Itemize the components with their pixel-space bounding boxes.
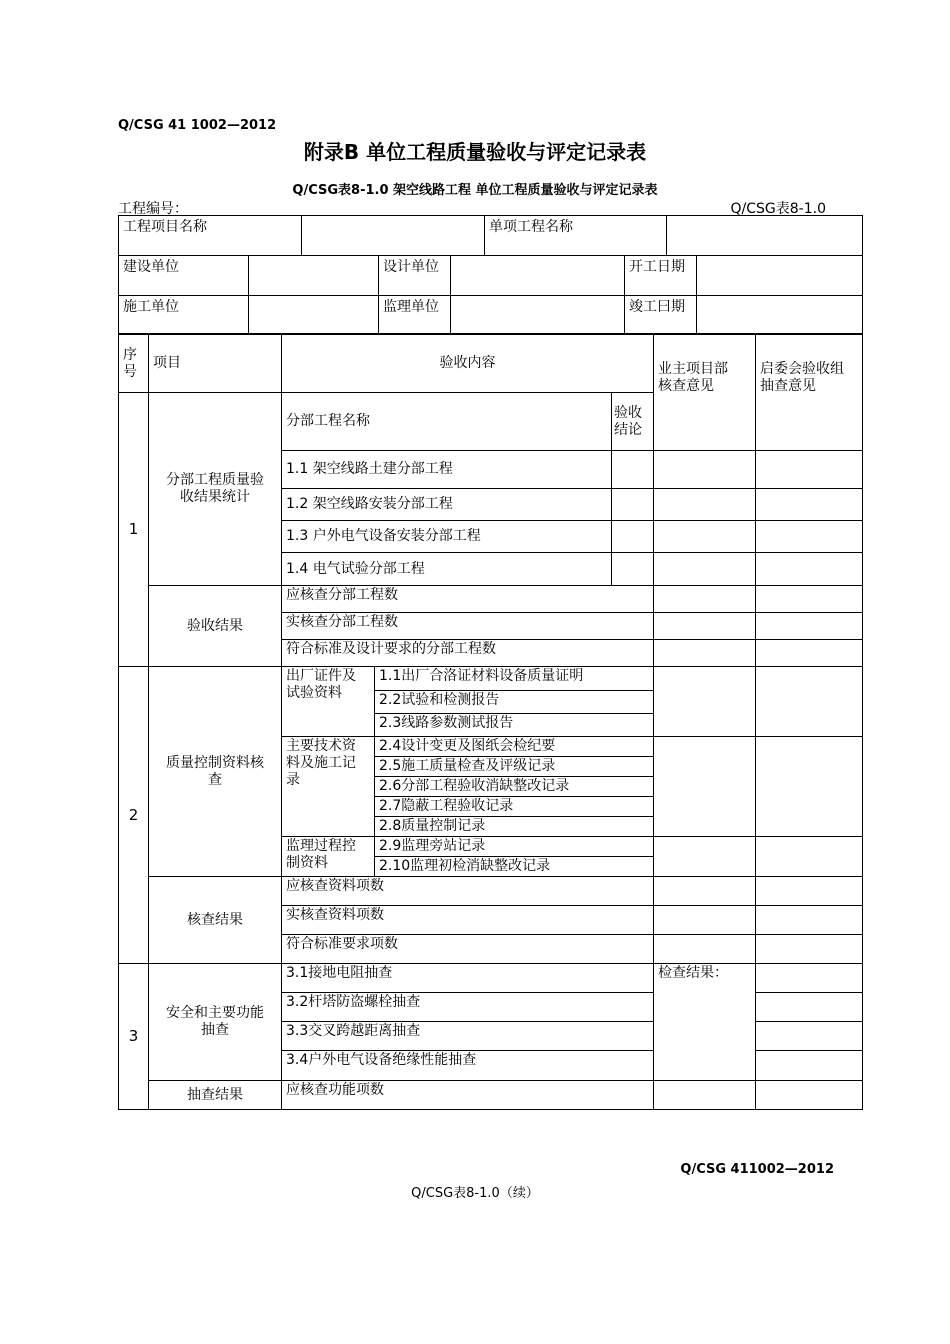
owner-cell[interactable] bbox=[654, 877, 756, 906]
doc-row: 1.1出厂合洛证材料设备质量证明 bbox=[375, 667, 654, 691]
owner-cell[interactable] bbox=[654, 553, 756, 586]
committee-cell[interactable] bbox=[756, 451, 863, 489]
owner-cell[interactable] bbox=[654, 1081, 756, 1110]
single-project-label: 单项工程名称 bbox=[485, 216, 667, 256]
committee-cell[interactable] bbox=[756, 1022, 863, 1051]
committee-cell[interactable] bbox=[756, 993, 863, 1022]
owner-cell[interactable] bbox=[654, 906, 756, 935]
conclusion-cell[interactable] bbox=[612, 553, 654, 586]
conclusion-cell[interactable] bbox=[612, 451, 654, 489]
footer-standard-number: Q/CSG 411002—2012 bbox=[680, 1162, 834, 1177]
committee-opinion-header: 启委会验收组 抽查意见 bbox=[756, 335, 863, 451]
owner-cell[interactable] bbox=[654, 837, 756, 877]
section1-result-label: 验收结果 bbox=[149, 586, 282, 667]
section1-item: 分部工程质量验 收结果统计 bbox=[149, 393, 282, 586]
result-row: 应核查功能项数 bbox=[282, 1081, 654, 1110]
single-project-value[interactable] bbox=[667, 216, 863, 256]
subproject-row: 1.4 电气试验分部工程 bbox=[282, 553, 612, 586]
design-unit-value[interactable] bbox=[451, 256, 625, 296]
supervision-unit-label: 监理单位 bbox=[379, 296, 451, 334]
project-name-label: 工程项目名称 bbox=[119, 216, 302, 256]
doc-row: 2.3线路参数测试报告 bbox=[375, 714, 654, 737]
section2-result-label: 核查结果 bbox=[149, 877, 282, 964]
committee-cell[interactable] bbox=[756, 964, 863, 993]
construction-unit-label: 建设单位 bbox=[119, 256, 249, 296]
subproject-row: 1.3 户外电气设备安装分部工程 bbox=[282, 521, 612, 553]
project-info-table bbox=[118, 215, 863, 256]
doc-row: 2.8质量控制记录 bbox=[375, 817, 654, 837]
doc-row: 2.4设计变更及图纸会检纪要 bbox=[375, 737, 654, 757]
committee-cell[interactable] bbox=[756, 640, 863, 667]
check-row: 3.1接地电阻抽查 bbox=[282, 964, 654, 993]
units-table bbox=[118, 255, 863, 334]
doc-row: 2.7隐蔽工程验收记录 bbox=[375, 797, 654, 817]
owner-cell[interactable] bbox=[654, 613, 756, 640]
owner-cell[interactable] bbox=[654, 521, 756, 553]
committee-cell[interactable] bbox=[756, 1051, 863, 1081]
project-name-value[interactable] bbox=[302, 216, 485, 256]
check-row: 3.2杆塔防盗螺栓抽查 bbox=[282, 993, 654, 1022]
start-date-value[interactable] bbox=[697, 256, 863, 296]
table-number: Q/CSG表8-1.0 bbox=[730, 201, 826, 217]
content-header: 验收内容 bbox=[282, 335, 654, 393]
builder-unit-value[interactable] bbox=[249, 296, 379, 334]
check-row: 3.3交叉跨越距离抽查 bbox=[282, 1022, 654, 1051]
construction-unit-value[interactable] bbox=[249, 256, 379, 296]
committee-cell[interactable] bbox=[756, 586, 863, 613]
owner-cell[interactable] bbox=[654, 451, 756, 489]
group-supervision-docs: 监理过程控 制资料 bbox=[282, 837, 375, 877]
committee-cell[interactable] bbox=[756, 1081, 863, 1110]
builder-unit-label: 施工单位 bbox=[119, 296, 249, 334]
result-row: 实核查分部工程数 bbox=[282, 613, 654, 640]
start-date-label: 开工日期 bbox=[625, 256, 697, 296]
committee-cell[interactable] bbox=[756, 489, 863, 521]
standard-number: Q/CSG 41 1002—2012 bbox=[118, 118, 277, 133]
check-result-label: 检查结果： bbox=[654, 964, 756, 1081]
result-row: 实核查资料项数 bbox=[282, 906, 654, 935]
conclusion-header: 验收 结论 bbox=[612, 393, 654, 451]
completion-date-label: 竣工曰期 bbox=[625, 296, 697, 334]
completion-date-value[interactable] bbox=[697, 296, 863, 334]
item-header: 项目 bbox=[149, 335, 282, 393]
section2-item: 质量控制资料核 查 bbox=[149, 667, 282, 877]
committee-cell[interactable] bbox=[756, 837, 863, 877]
conclusion-cell[interactable] bbox=[612, 489, 654, 521]
subproject-row: 1.2 架空线路安装分部工程 bbox=[282, 489, 612, 521]
owner-cell[interactable] bbox=[654, 640, 756, 667]
result-row: 符合标准要求项数 bbox=[282, 935, 654, 964]
committee-cell[interactable] bbox=[756, 553, 863, 586]
conclusion-cell[interactable] bbox=[612, 521, 654, 553]
doc-row: 2.6分部工程验收消缺整改记录 bbox=[375, 777, 654, 797]
owner-opinion-header: 业主项目部 核查意见 bbox=[654, 335, 756, 451]
group-factory-docs: 出厂证件及 试验资料 bbox=[282, 667, 375, 737]
subproject-row: 1.1 架空线路土建分部工程 bbox=[282, 451, 612, 489]
result-row: 应核查分部工程数 bbox=[282, 586, 654, 613]
page-title: 附录B 单位工程质量验收与评定记录表 bbox=[303, 140, 647, 164]
committee-cell[interactable] bbox=[756, 935, 863, 964]
committee-cell[interactable] bbox=[756, 906, 863, 935]
acceptance-table bbox=[118, 334, 863, 1110]
committee-cell[interactable] bbox=[756, 737, 863, 837]
result-row: 符合标准及设计要求的分部工程数 bbox=[282, 640, 654, 667]
section3-item: 安全和主要功能 抽查 bbox=[149, 964, 282, 1081]
project-number-label: 工程编号： bbox=[118, 201, 188, 217]
design-unit-label: 设计单位 bbox=[379, 256, 451, 296]
committee-cell[interactable] bbox=[756, 613, 863, 640]
doc-row: 2.2试验和检测报告 bbox=[375, 691, 654, 714]
form-subtitle: Q/CSG表8-1.0 架空线路工程 单位工程质量验收与评定记录表 bbox=[292, 183, 658, 198]
owner-cell[interactable] bbox=[654, 586, 756, 613]
section3-seq: 3 bbox=[119, 964, 149, 1110]
section3-result-label: 抽查结果 bbox=[149, 1081, 282, 1110]
supervision-unit-value[interactable] bbox=[451, 296, 625, 334]
doc-row: 2.5施工质量检查及评级记录 bbox=[375, 757, 654, 777]
owner-cell[interactable] bbox=[654, 737, 756, 837]
footer-continued: Q/CSG表8-1.0（续） bbox=[411, 1186, 539, 1201]
seq-header: 序 号 bbox=[119, 335, 149, 393]
owner-cell[interactable] bbox=[654, 667, 756, 737]
committee-cell[interactable] bbox=[756, 877, 863, 906]
result-row: 应核查资料项数 bbox=[282, 877, 654, 906]
doc-row: 2.9监理旁站记录 bbox=[375, 837, 654, 857]
check-row: 3.4户外电气设备绝缘性能抽查 bbox=[282, 1051, 654, 1081]
group-tech-docs: 主要技术资 料及施工记 录 bbox=[282, 737, 375, 837]
section2-seq: 2 bbox=[119, 667, 149, 964]
section1-seq: 1 bbox=[119, 393, 149, 667]
owner-cell[interactable] bbox=[654, 489, 756, 521]
subproject-name-header: 分部工程名称 bbox=[282, 393, 612, 451]
committee-cell[interactable] bbox=[756, 521, 863, 553]
doc-row: 2.10监理初检消缺整改记录 bbox=[375, 857, 654, 877]
owner-cell[interactable] bbox=[654, 935, 756, 964]
committee-cell[interactable] bbox=[756, 667, 863, 737]
